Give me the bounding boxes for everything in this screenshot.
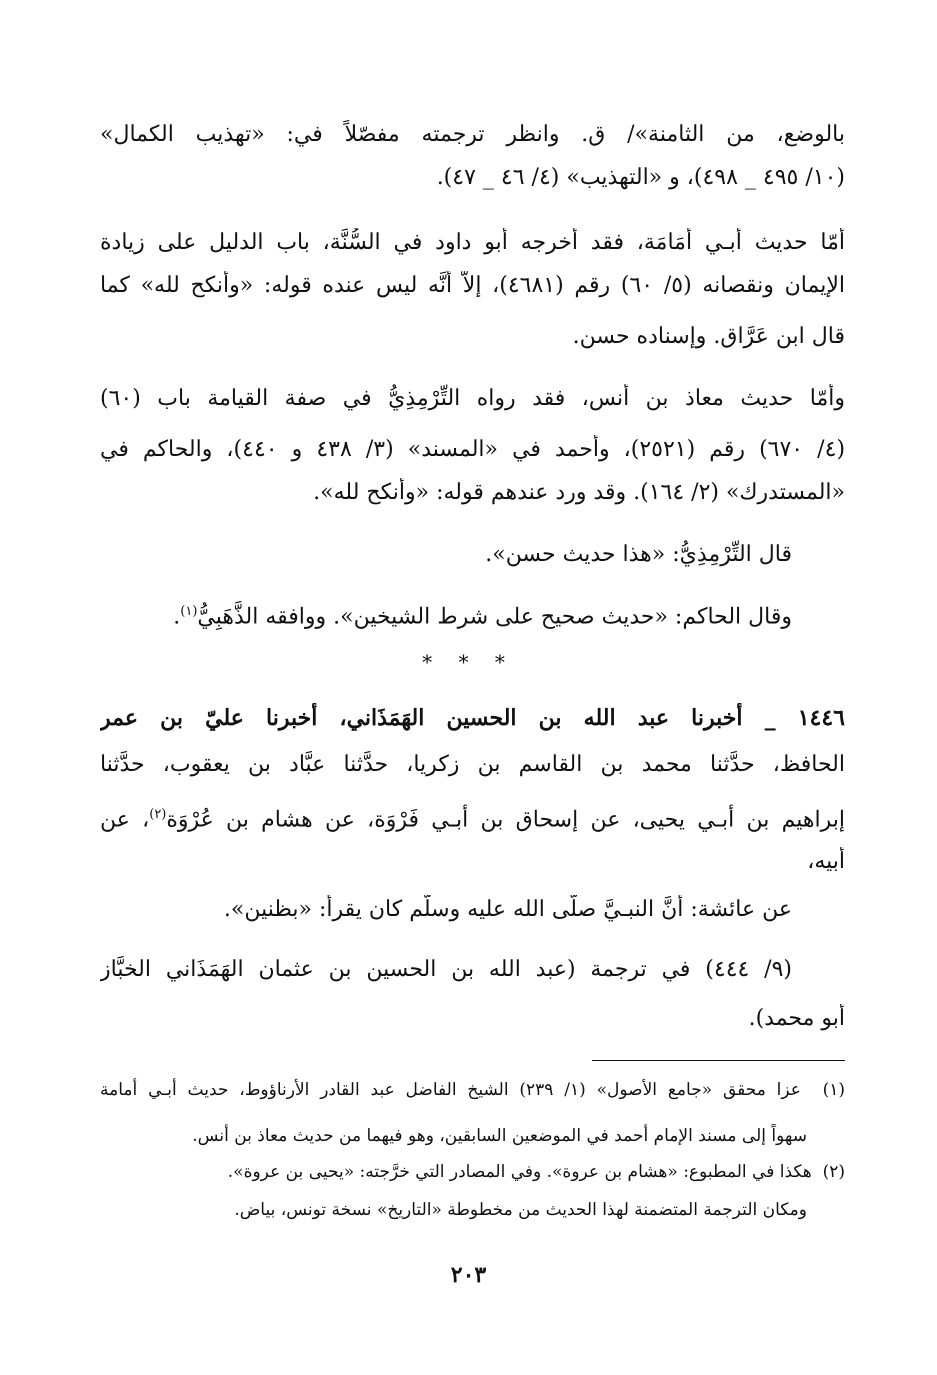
footnote-2-number: (٢) xyxy=(822,1162,845,1182)
paragraph-8-line-1: (٩/ ٤٤٤) في ترجمة (عبد الله بن الحسين بن عثمان الهَمَذَاني الخبَّاز xyxy=(100,957,792,982)
footnote-2-text: هكذا في المطبوع: «هشام بن عروة». وفي المصادر التي خرَّجته: «يحيى بن عروة». xyxy=(227,1162,812,1182)
paragraph-2-line-1: أمّا حديث أبـي أُمَامَة، فقد أخرجه أبو داود في السُّنَّة، باب الدليل على زيادة xyxy=(100,230,845,255)
paragraph-1-line-1: بالوضع، من الثامنة»/ ق. وانظر ترجمته مفصّلاً في: «تهذيب الكمال» xyxy=(100,122,845,147)
paragraph-5-line-1 xyxy=(100,597,792,632)
footnote-2-line-1 xyxy=(100,1160,845,1184)
paragraph-3-line-1: وأمّا حديث معاذ بن أنس، فقد رواه التِّرْمِذِيُّ في صفة القيامة باب (٦٠) xyxy=(100,386,845,411)
paragraph-3-line-3: «المستدرك» (٢/ ١٦٤). وقد ورد عندهم قوله: «وأنكح لله». xyxy=(313,480,845,505)
paragraph-2-line-3: قال ابن عَرَّاق. وإسناده حسن. xyxy=(572,324,845,349)
paragraph-5-end: . xyxy=(173,604,181,630)
paragraph-6-line-1: ١٤٤٦ _ أخبرنا عبد الله بن الحسين الهَمَذَاني، أخبرنا عليّ بن عمر xyxy=(100,705,845,731)
footnote-2-line-2: ومكان الترجمة المتضمنة لهذا الحديث من مخطوطة «التاريخ» نسخة تونس، بياض. xyxy=(234,1200,807,1220)
paragraph-6-line-4: أبيه، xyxy=(807,849,845,874)
paragraph-8-line-2: أبو محمد). xyxy=(748,1006,845,1031)
paragraph-6-line-3-text: إبراهيم بن أبـي يحيى، عن إسحاق بن أبـي فَرْوَة، عن هشام بن عُرْوَة xyxy=(166,807,845,833)
footnote-1-text: عزا محقق «جامع الأصول» (١/ ٢٣٩) الشيخ الفاضل عبد القادر الأرناؤوط، حديث أبـي أمامة xyxy=(100,1080,801,1100)
paragraph-4-line-1: قال التِّرْمِذِيُّ: «هذا حديث حسن». xyxy=(485,542,792,567)
footnote-ref-2: (٢) xyxy=(149,807,167,822)
paragraph-2-line-2: الإيمان ونقصانه (٥/ ٦٠) رقم (٤٦٨١)، إلاَّ أنَّه ليس عنده قوله: «وأنكح لله» كما xyxy=(100,273,845,298)
paragraph-7-line-1: عن عائشة: أنَّ النبـيَّ صلَّى الله عليه وسلَّم كان يقرأ: «بظنين». xyxy=(223,897,792,922)
section-separator: * * * xyxy=(422,650,515,674)
paragraph-6-line-3-end: ، عن xyxy=(100,807,150,833)
paragraph-6-line-2: الحافظ، حدَّثنا محمد بن القاسم بن زكريا، حدَّثنا عبَّاد بن يعقوب، حدَّثنا xyxy=(100,752,845,777)
paragraph-6-line-3 xyxy=(100,800,845,835)
footnote-separator-rule xyxy=(592,1060,845,1061)
footnote-1-line-1 xyxy=(100,1078,845,1102)
paragraph-3-line-2: (٤/ ٦٧٠) رقم (٢٥٢١)، وأحمد في «المسند» (٣/ ٤٣٨ و ٤٤٠)، والحاكم في xyxy=(100,437,845,462)
paragraph-1-line-2: (١٠/ ٤٩٥ _ ٤٩٨)، و «التهذيب» (٤/ ٤٦ _ ٤٧). xyxy=(436,165,845,190)
footnote-ref-1: (١) xyxy=(180,604,198,619)
footnote-1-line-2: سهواً إلى مسند الإمام أحمد في الموضعين السابقين، وهو فيهما من حديث معاذ بن أنس. xyxy=(192,1126,807,1146)
page-number: ٢٠٣ xyxy=(450,1262,487,1288)
paragraph-5-text: وقال الحاكم: «حديث صحيح على شرط الشيخين». ووافقه الذَّهَبِيُّ xyxy=(197,604,792,630)
footnote-1-number: (١) xyxy=(822,1080,845,1100)
